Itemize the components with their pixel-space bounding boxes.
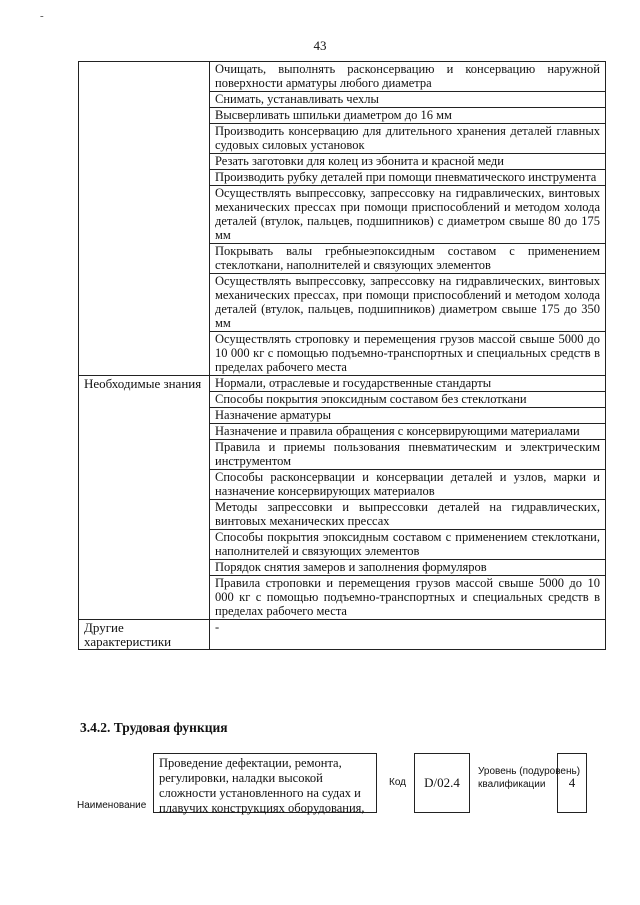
knowledge-item: Назначение и правила обращения с консервирующими материалами: [210, 424, 605, 440]
code-value: D/02.4: [414, 753, 470, 813]
knowledge-list: [210, 376, 606, 620]
knowledge-item: Способы покрытия эпоксидным составом с применением стеклоткани, наполнителей и связующих элементов: [210, 530, 605, 560]
other-label: Другие характеристики: [79, 620, 210, 650]
page-number: 43: [313, 38, 327, 53]
name-value: Проведение дефектации, ремонта, регулировки, наладки высокой сложности установленного на судах и плавучих конструкциях оборудования,: [153, 753, 377, 813]
knowledge-item: Методы запрессовки и выпрессовки деталей на гидравлических, винтовых механических прессах: [210, 500, 605, 530]
corner-mark: -: [40, 10, 44, 22]
knowledge-item: Способы расконсервации и консервации деталей и узлов, марки и назначение консервирующих материалов: [210, 470, 605, 500]
knowledge-item: Способы покрытия эпоксидным составом без стеклоткани: [210, 392, 605, 408]
knowledge-item: Порядок снятия замеров и заполнения формуляров: [210, 560, 605, 576]
skill-item: Осуществлять выпрессовку, запрессовку на гидравлических, винтовых механических прессах при помощи приспособлений и методом холода деталей (втулок, пальцев, подшипников) с диаметром свыше 80 до 175 мм: [210, 186, 605, 244]
skill-item: Производить консервацию для длительного хранения деталей главных судовых силовых установок: [210, 124, 605, 154]
knowledge-item: Правила и приемы пользования пневматическим и электрическим инструментом: [210, 440, 605, 470]
other-value: [210, 620, 606, 650]
level-value: 4: [557, 753, 587, 813]
skill-item: Очищать, выполнять расконсервацию и консервацию наружной поверхности арматуры любого диаметра: [210, 62, 605, 92]
skill-item: Резать заготовки для колец из эбонита и красной меди: [210, 154, 605, 170]
labor-function-table: [78, 61, 606, 650]
skill-item: Покрывать валы гребныеэпоксидным составом с применением стеклоткани, наполнителей и связующих элементов: [210, 244, 605, 274]
name-label: Наименование: [77, 800, 147, 811]
skill-item: Производить рубку деталей при помощи пневматического инструмента: [210, 170, 605, 186]
knowledge-item: Назначение арматуры: [210, 408, 605, 424]
other-row: [79, 620, 606, 650]
skills-label-cell: [79, 62, 210, 376]
skill-item: Осуществлять выпрессовку, запрессовку на гидравлических, винтовых механических прессах, при помощи приспособлений и методом холода деталей (втулок, пальцев, подшипников) диаметром свыше 175 до 350 мм: [210, 274, 605, 332]
level-label: Уровень (подуровень) квалификации: [478, 766, 581, 790]
other-value-text: -: [215, 620, 220, 634]
skills-row: [79, 62, 606, 376]
skill-item: Осуществлять строповку и перемещения грузов массой свыше 5000 до 10 000 кг с помощью подъемно-транспортных и специальных средств в пределах рабочего места: [215, 332, 600, 374]
skill-item: Высверливать шпильки диаметром до 16 мм: [210, 108, 605, 124]
knowledge-item: Правила строповки и перемещения грузов массой свыше 5000 до 10 000 кг с помощью подъемно-транспортных и специальных средств в пределах рабочего места: [215, 576, 600, 618]
knowledge-row: [79, 376, 606, 620]
knowledge-label: Необходимые знания: [79, 376, 210, 620]
code-label: Код: [389, 777, 407, 788]
skill-item: Снимать, устанавливать чехлы: [210, 92, 605, 108]
skills-list: [210, 62, 606, 376]
knowledge-item: Нормали, отраслевые и государственные стандарты: [210, 376, 605, 392]
section-heading: 3.4.2. Трудовая функция: [80, 720, 228, 735]
